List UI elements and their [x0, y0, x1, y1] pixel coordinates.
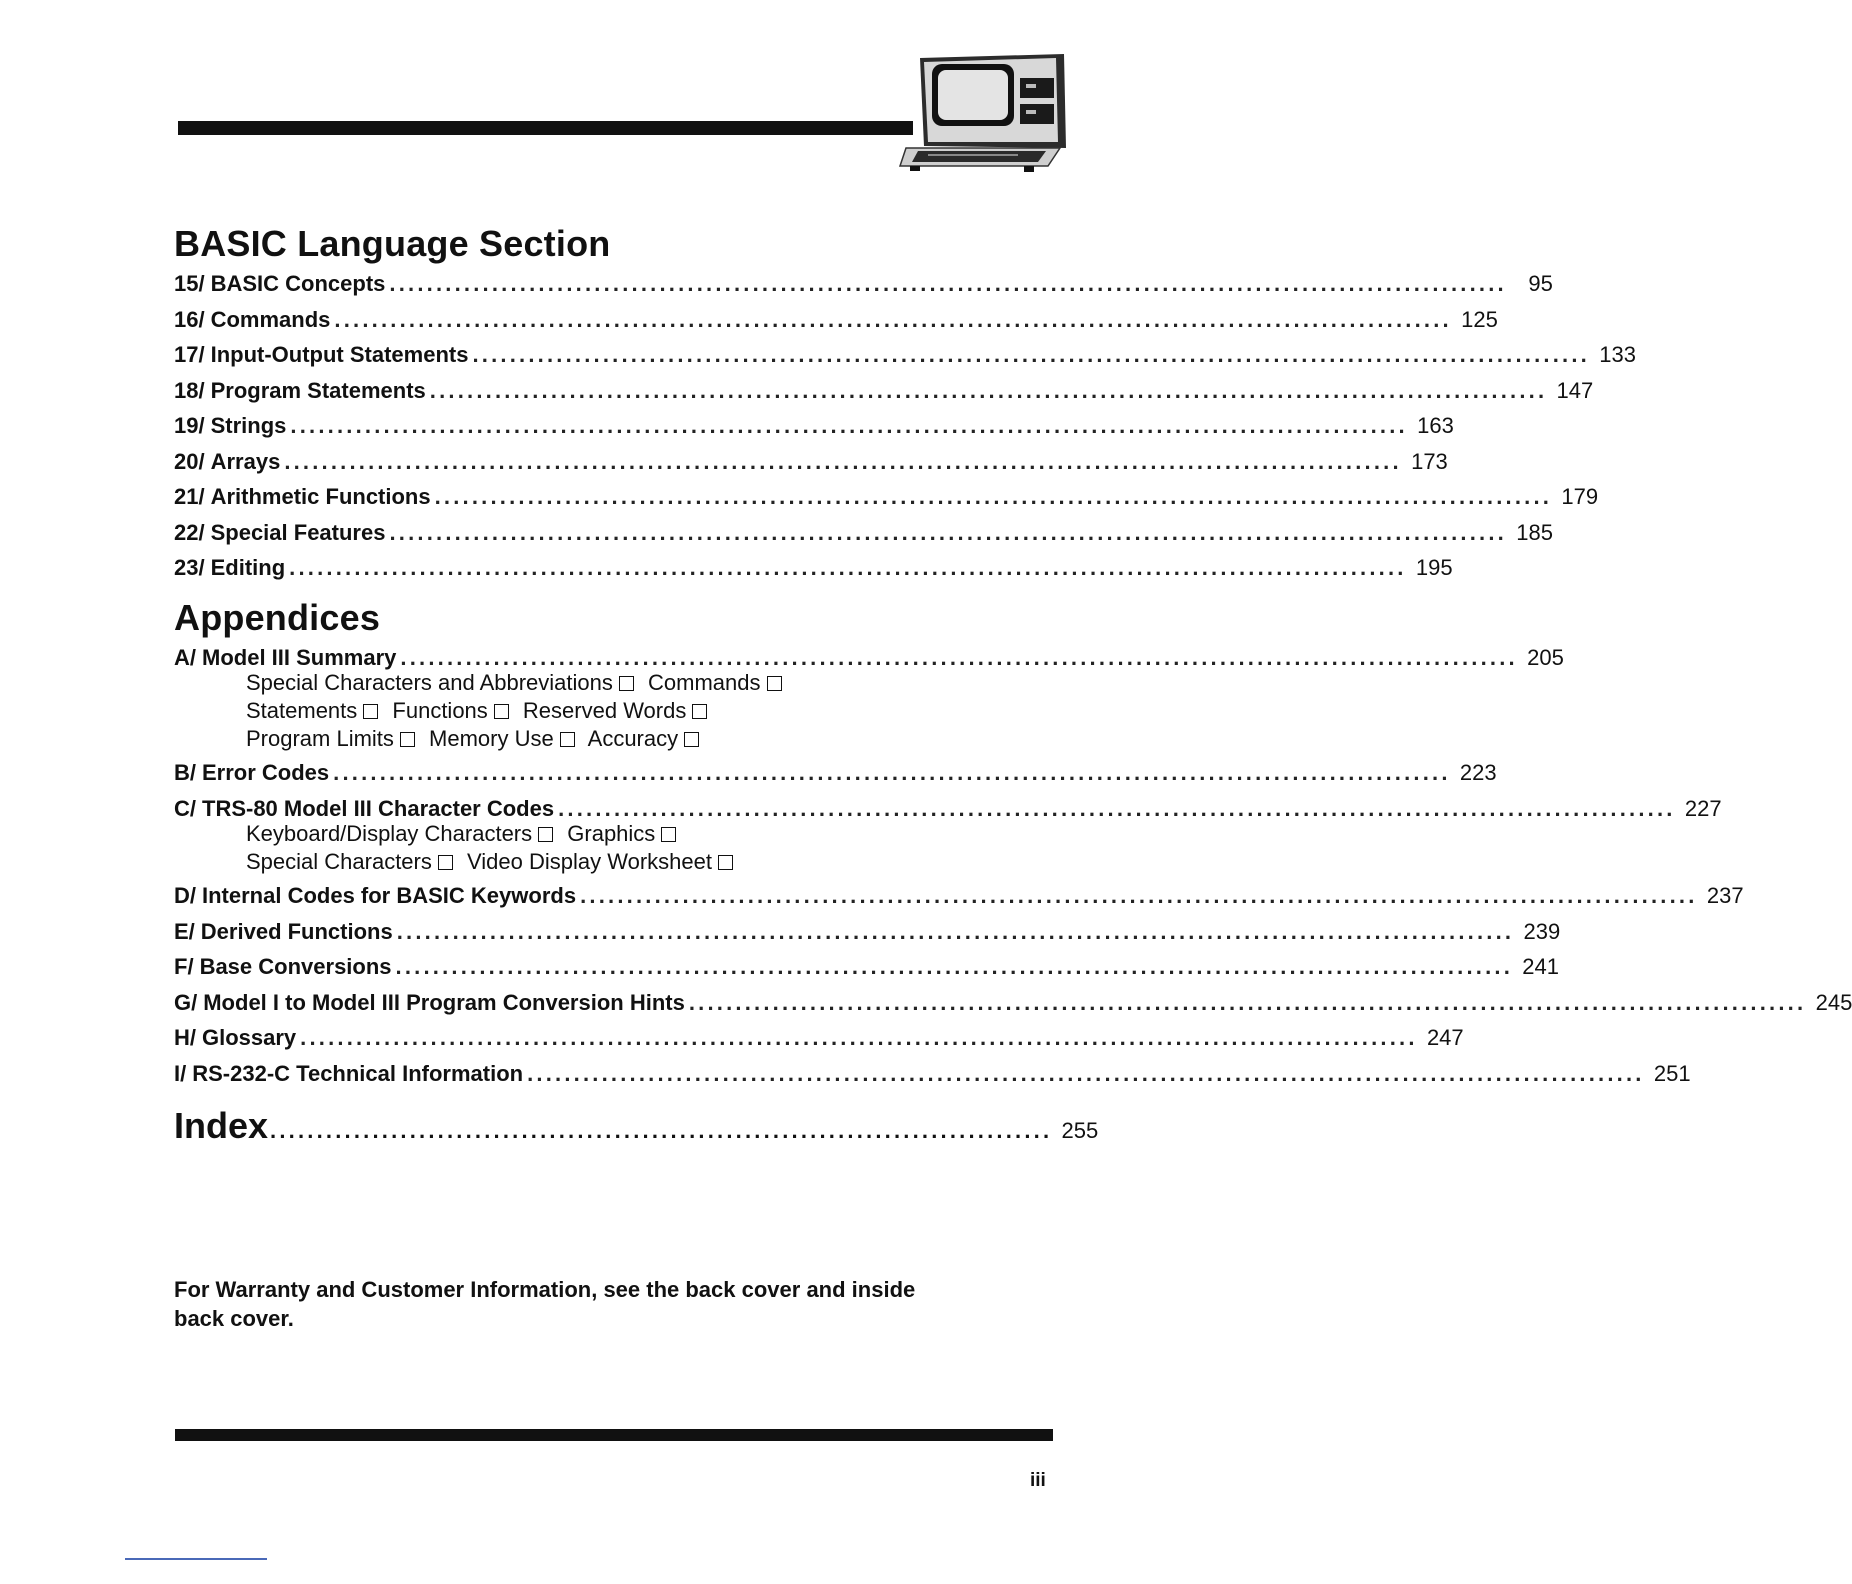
appendices-list: [174, 640, 1852, 1092]
entry-number: E/: [174, 918, 195, 944]
subtopic-item: [648, 670, 789, 695]
square-box-icon: [661, 827, 676, 842]
leader-dots: ........................................................................................................................: [389, 519, 1507, 545]
square-box-icon: [619, 676, 634, 691]
entry-title: Model III Summary: [202, 644, 397, 670]
subtopic-label: Video Display Worksheet: [467, 849, 712, 874]
index-page-number: 255: [1061, 1118, 1099, 1143]
table-of-contents: [174, 222, 1852, 1147]
leader-dots: ........................................................................................................................: [290, 413, 1408, 438]
entry-title: Derived Functions: [200, 918, 393, 944]
toc-entry[interactable]: [174, 914, 1561, 950]
square-box-icon: [438, 855, 453, 870]
leader-dots: ........................................................................................................................: [580, 883, 1698, 908]
entry-page-number: 237: [1706, 883, 1744, 908]
square-box-icon: [767, 676, 782, 691]
entry-page-number: 195: [1415, 555, 1453, 580]
entry-title: TRS-80 Model III Character Codes: [202, 795, 555, 821]
square-box-icon: [494, 704, 509, 719]
square-box-icon: [560, 732, 575, 747]
entry-number: A/: [174, 644, 196, 670]
subtopic-label: Special Characters: [246, 849, 432, 874]
toc-entry[interactable]: [174, 985, 1852, 1021]
entry-number: F/: [174, 954, 194, 979]
entry-number: 22/: [174, 519, 205, 545]
subtopic-label: Statements: [246, 698, 358, 723]
square-box-icon: [400, 732, 415, 747]
entry-page-number: 163: [1417, 413, 1454, 438]
entry-page-number: 179: [1561, 484, 1599, 509]
entry-title: Special Features: [210, 519, 386, 545]
entry-title: Error Codes: [202, 760, 330, 785]
subtopic-item: [246, 726, 423, 751]
entry-page-number: 95: [1528, 271, 1553, 296]
leader-dots: ........................................................................................................................: [558, 795, 1676, 821]
entry-page-number: 205: [1527, 644, 1564, 670]
entry-number: 16/: [174, 306, 205, 332]
entry-number: 23/: [174, 555, 205, 580]
subtopic-item: [246, 821, 561, 846]
subtopic-item: [246, 849, 461, 874]
toc-entry[interactable]: [174, 373, 1594, 409]
subtopic-item: [567, 821, 684, 846]
entry-number: 18/: [174, 377, 205, 403]
subtopic-item: [523, 698, 715, 723]
leader-dots: ........................................................................................................................: [334, 306, 1452, 332]
index-entry[interactable]: [174, 1105, 1099, 1147]
entry-number: 20/: [174, 448, 205, 474]
appendices-title: Appendices: [174, 596, 381, 638]
entry-number: B/: [174, 760, 196, 785]
entry-title: Arithmetic Functions: [210, 484, 431, 509]
entry-page-number: 133: [1599, 342, 1636, 367]
subtopic-label: Commands: [648, 670, 761, 695]
subtopic-label: Memory Use: [429, 726, 554, 751]
leader-dots: ........................................................................................................................: [395, 954, 1514, 979]
basic-section-list: [174, 266, 1636, 586]
warranty-note: For Warranty and Customer Information, see the back cover and inside back cover.: [174, 1277, 916, 1331]
entry-title: Strings: [210, 413, 287, 438]
square-box-icon: [718, 855, 733, 870]
subtopic-label: Program Limits: [246, 726, 394, 751]
entry-title: Arrays: [210, 448, 281, 474]
toc-entry[interactable]: [174, 878, 1744, 914]
entry-title: Commands: [210, 306, 331, 332]
entry-number: D/: [174, 883, 196, 908]
entry-number: I/: [174, 1060, 187, 1086]
leader-dots: ........................................................................................................................: [284, 448, 1402, 474]
leader-dots: ........................................................................................................................: [434, 484, 1553, 509]
toc-entry[interactable]: [174, 1020, 1464, 1056]
subtopic-item: [429, 726, 583, 751]
basic-section-title: BASIC Language Section: [174, 223, 611, 264]
subtopic-label: Accuracy: [587, 726, 679, 751]
entry-subtopics: [246, 820, 886, 876]
toc-entry[interactable]: [174, 266, 1553, 302]
leader-dots: ........................................................................................................................: [396, 918, 1515, 944]
subtopic-label: Graphics: [567, 821, 656, 846]
leader-dots: ........................................................................................................................: [389, 271, 1507, 296]
entry-page-number: 185: [1516, 519, 1553, 545]
header-rule: [178, 121, 913, 135]
square-box-icon: [363, 704, 378, 719]
entry-number: H/: [174, 1025, 196, 1050]
toc-entry[interactable]: [174, 302, 1498, 338]
subtopic-item: [246, 670, 642, 695]
leader-dots: ........................................................................................................................: [300, 1025, 1418, 1050]
computer-icon: [898, 50, 1068, 172]
decorative-line: [125, 1558, 267, 1560]
entry-title: Program Statements: [210, 377, 426, 403]
entry-title: Input-Output Statements: [210, 342, 469, 367]
entry-page-number: 245: [1815, 989, 1852, 1015]
entry-page-number: 247: [1426, 1025, 1464, 1050]
leader-dots: ....................................................................................: [270, 1118, 1053, 1143]
subtopic-item: [588, 726, 707, 751]
subtopic-label: Keyboard/Display Characters: [246, 821, 533, 846]
subtopic-label: Reserved Words: [522, 698, 687, 723]
index-label: Index: [174, 1105, 269, 1146]
entry-page-number: 173: [1411, 448, 1448, 474]
toc-entry[interactable]: [174, 949, 1560, 985]
entry-number: G/: [174, 989, 198, 1015]
entry-number: 19/: [174, 413, 205, 438]
leader-dots: ........................................................................................................................: [289, 555, 1407, 580]
subtopic-item: [246, 698, 386, 723]
subtopic-item: [392, 698, 516, 723]
leader-dots: ........................................................................................................................: [429, 377, 1548, 403]
leader-dots: ........................................................................................................................: [527, 1060, 1645, 1086]
page-number: iii: [1030, 1470, 1046, 1491]
entry-page-number: 147: [1556, 377, 1594, 403]
entry-page-number: 227: [1684, 795, 1722, 821]
leader-dots: ........................................................................................................................: [472, 342, 1590, 367]
entry-page-number: 239: [1523, 918, 1561, 944]
square-box-icon: [684, 732, 699, 747]
toc-entry[interactable]: [174, 755, 1497, 791]
toc-entry[interactable]: [174, 515, 1553, 551]
entry-title: Internal Codes for BASIC Keywords: [202, 883, 577, 908]
subtopic-label: Special Characters and Abbreviations: [246, 670, 613, 695]
subtopic-label: Functions: [392, 698, 488, 723]
leader-dots: ........................................................................................................................: [688, 989, 1807, 1015]
entry-title: Editing: [210, 555, 286, 580]
entry-number: 15/: [174, 271, 205, 296]
entry-page-number: 223: [1459, 760, 1497, 785]
entry-title: Model I to Model III Program Conversion Hints: [203, 989, 685, 1015]
leader-dots: ........................................................................................................................: [400, 644, 1518, 670]
leader-dots: ........................................................................................................................: [333, 760, 1451, 785]
entry-title: BASIC Concepts: [210, 271, 386, 296]
toc-entry[interactable]: [174, 444, 1448, 480]
toc-entry[interactable]: [174, 479, 1599, 515]
toc-entry[interactable]: [174, 1056, 1691, 1092]
entry-title: Glossary: [202, 1025, 297, 1050]
subtopic-item: [467, 849, 741, 874]
entry-number: 21/: [174, 484, 205, 509]
toc-entry[interactable]: [174, 408, 1454, 444]
entry-number: C/: [174, 795, 196, 821]
entry-title: RS-232-C Technical Information: [192, 1060, 524, 1086]
entry-number: 17/: [174, 342, 205, 367]
entry-page-number: 251: [1653, 1060, 1691, 1086]
toc-entry[interactable]: [174, 550, 1453, 586]
entry-page-number: 125: [1461, 306, 1498, 332]
entry-page-number: 241: [1522, 954, 1560, 979]
entry-subtopics: [246, 669, 886, 753]
square-box-icon: [692, 704, 707, 719]
entry-title: Base Conversions: [199, 954, 392, 979]
footer-rule: [175, 1429, 1053, 1441]
toc-entry[interactable]: [174, 337, 1636, 373]
square-box-icon: [538, 827, 553, 842]
